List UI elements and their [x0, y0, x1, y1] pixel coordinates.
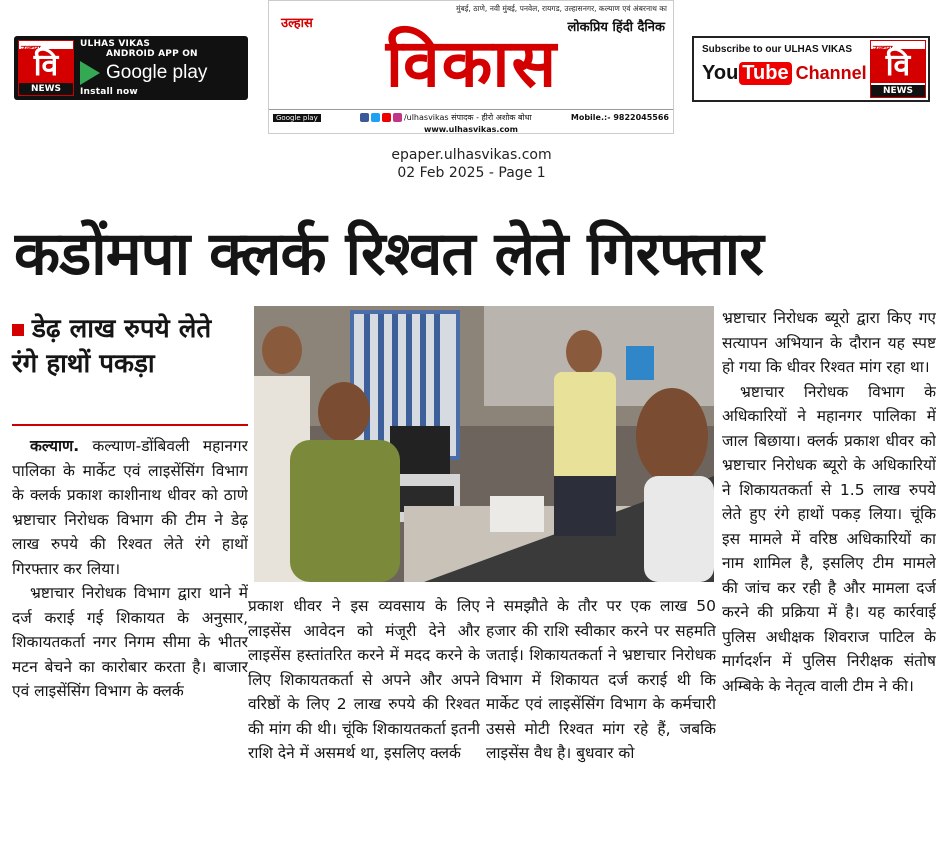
news-photo	[254, 306, 714, 582]
article-paragraph: भ्रष्टाचार निरोधक ब्यूरो द्वारा किए गए सत्यापन अभियान के दौरान यह स्पष्ट हो गया कि धीवर रिश्वत मांग रहा था।	[722, 309, 936, 376]
bullet-square-icon	[12, 324, 24, 336]
article-paragraph: प्रकाश धीवर ने इस व्यवसाय के लिए लाइसेंस आवेदन को मंजूरी देने और लाइसेंस हस्तांतरित करने में मदद करने के लिए शिकायतकर्ता से अपने और अपने वरिष्ठों के लिए 2 लाख रुपये की रिश्वत की मांग की थी। चूंकि शिकायतकर्ता इतनी राशि देने में असमर्थ था, इसलिए क्लर्क	[248, 597, 480, 762]
edition-info	[0, 146, 943, 182]
article-column-1: कल्याण. कल्याण-डोंबिवली महानगर पालिका के मार्केट एवं लाइसेंसिंग विभाग के क्लर्क प्रकाश काशीनाथ धीवर को ठाणे भ्रष्टाचार निरोधक विभाग की टीम ने डेढ़ लाख रुपये की रिश्वत लेते रंगे हाथों गिरफ्तार कर लिया। भ्रष्टाचार निरोधक विभाग द्वारा थाने में दर्ज कराई गई शिकायत के अनुसार, शिकायतकर्ता नगर निगम सीमा के भीतर मटन बेचने का कारोबार करता है। बाजार एवं लाइसेंसिंग विभाग के क्लर्क	[12, 434, 248, 864]
newspaper-masthead: मुंबई, ठाणे, नवी मुंबई, पनवेल, रायगड, उल्हासनगर, कल्याण एवं अंबरनाथ का लोकप्रिय हिंदी दैनिक उल्हास विकास Google play /ulhasvikas संपादक - हीरो अशोक बोधा Mobile.:- 9822045566 www.ulhasvikas.com	[268, 0, 674, 134]
google-play-icon	[80, 61, 100, 85]
page-header	[0, 0, 943, 140]
masthead-title: विकास	[385, 25, 559, 102]
twitter-icon[interactable]	[371, 113, 380, 122]
article-paragraph: ने समझौते के तौर पर एक लाख 50 हजार की राशि स्वीकार करने पर सहमति जताई। शिकायतकर्ता ने भ्रष्टाचार निरोधक विभाग में शिकायत दर्ज कराई थी कि मार्केट एवं लाइसेंसिंग विभाग के कर्मचारी उससे मोटी रिश्वत मांग रहे हैं, जबकि लाइसेंस वैध है। बुधवार को	[486, 597, 716, 762]
instagram-icon[interactable]	[393, 113, 402, 122]
android-app-badge[interactable]	[14, 36, 248, 100]
office-scene-illustration	[254, 306, 714, 582]
editor-line: /ulhasvikas संपादक - हीरो अशोक बोधा	[403, 113, 532, 122]
ulhas-vikas-news-logo: वि NEWS	[870, 40, 926, 98]
youtube-subscribe-badge[interactable]: Subscribe to our ULHAS VIKAS You Tube Channel वि NEWS	[692, 36, 930, 102]
mobile-number: Mobile.:- 9822045566	[570, 113, 669, 122]
article-paragraph: भ्रष्टाचार निरोधक विभाग द्वारा थाने में दर्ज कराई गई शिकायत के अनुसार, शिकायतकर्ता नगर निगम सीमा के भीतर मटन बेचने का कारोबार करता है। बाजार एवं लाइसेंसिंग विभाग के क्लर्क	[12, 584, 248, 700]
google-play-text: ULHAS VIKAS ANDROID APP ON Google play Install now	[80, 39, 208, 97]
subhead-divider	[12, 424, 248, 426]
article-subhead: डेढ़ लाख रुपये लेते रंगे हाथों पकड़ा	[12, 314, 212, 379]
epaper-site[interactable]: epaper.ulhasvikas.com	[391, 147, 552, 163]
ulhas-vikas-news-logo: वि NEWS	[18, 40, 74, 96]
article-column-4	[722, 306, 936, 862]
facebook-icon[interactable]	[360, 113, 369, 122]
google-play-mini-badge[interactable]: Google play	[273, 114, 321, 122]
article-paragraph: भ्रष्टाचार निरोधक विभाग के अधिकारियों ने महानगर पालिका में जाल बिछाया। क्लर्क प्रकाश धीवर को भ्रष्टाचार निरोधक ब्यूरो के अधिकारियों ने शिकायतकर्ता से 1.5 लाख रुपये लेते हुए रंगे हाथों पकड़ लिया। चूंकि इस मामले में वरिष्ठ अधिकारियों का नाम शामिल है, इसलिए टीम मामले की जांच कर रही है और मामला दर्ज करने की प्रक्रिया में है। यह कार्रवाई पुलिस अधीक्षक शिवराज पाटिल के मार्गदर्शन में पुलिस निरीक्षक संतोष अम्बिके के नेतृत्व वाली टीम ने की।	[722, 382, 936, 695]
masthead-url[interactable]: www.ulhasvikas.com	[423, 125, 519, 134]
article-dateline: कल्याण.	[30, 437, 80, 455]
article-column-2	[248, 594, 480, 862]
article-column-3	[486, 594, 716, 862]
article-headline: कडोंमपा क्लर्क रिश्वत लेते गिरफ्तार	[14, 219, 763, 289]
masthead-footer	[269, 109, 673, 125]
edition-date-page: 02 Feb 2025 - Page 1	[397, 165, 546, 181]
social-icons	[360, 112, 532, 123]
youtube-icon[interactable]	[382, 113, 391, 122]
